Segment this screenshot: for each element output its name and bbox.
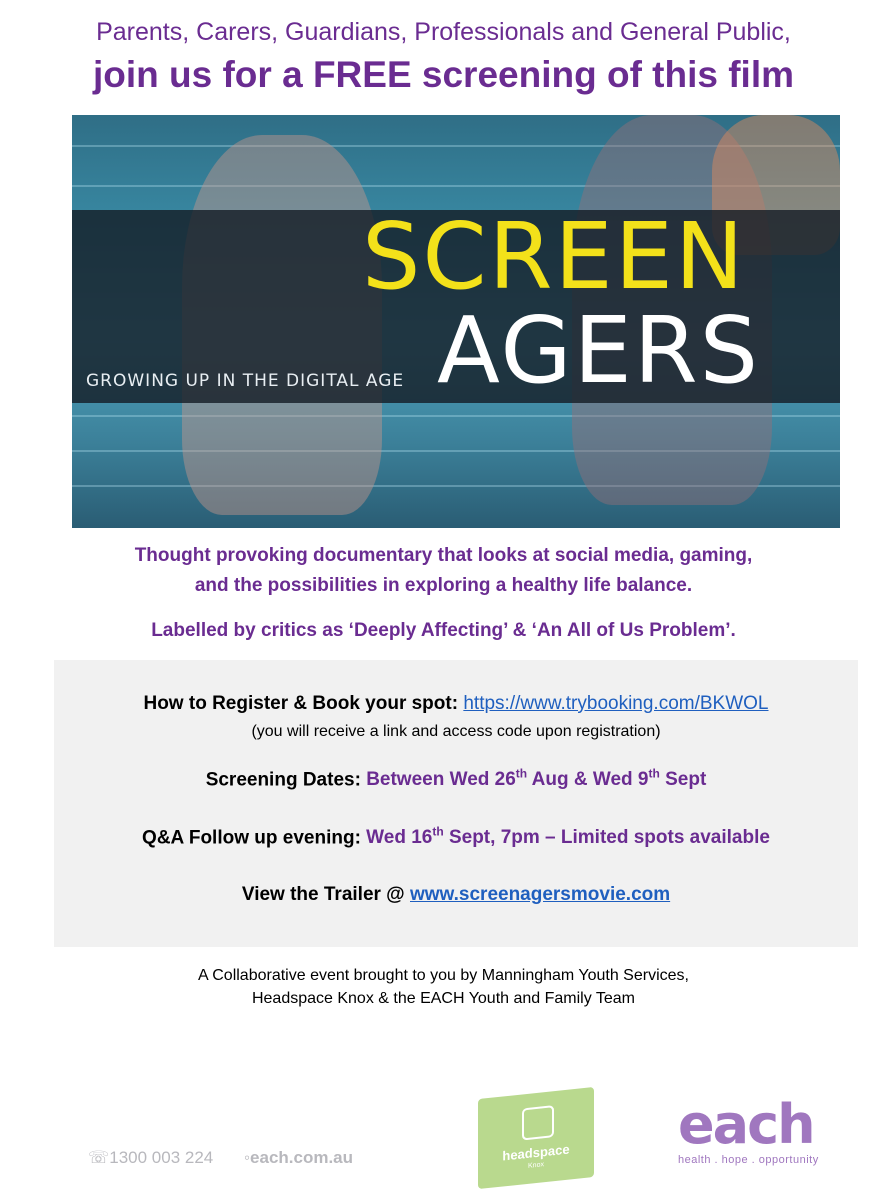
- qa-label: Q&A Follow up evening:: [142, 827, 367, 849]
- each-logo: each: [678, 1093, 814, 1156]
- headspace-icon: [522, 1105, 554, 1140]
- register-separator: :: [451, 693, 464, 714]
- register-note: (you will receive a link and access code upon registration): [251, 723, 661, 740]
- screening-dates-row: [54, 767, 858, 791]
- register-label: How to Register & Book your spot: [143, 693, 452, 714]
- register-link[interactable]: https://www.trybooking.com/BKWOL: [463, 693, 769, 714]
- film-banner-image: [72, 115, 840, 528]
- globe-icon: ◦: [244, 1148, 251, 1167]
- headspace-logo: headspace Knox: [478, 1087, 594, 1189]
- critics-quote: Labelled by critics as ‘Deeply Affecting’ & ‘An All of Us Problem’.: [151, 620, 736, 641]
- screening-dates-label: Screening Dates:: [205, 769, 367, 791]
- header-headline: join us for a FREE screening of this film: [92, 54, 795, 95]
- film-title-screen: SCREEN: [362, 203, 746, 310]
- phone-icon: ☏: [88, 1148, 110, 1167]
- register-row: [54, 693, 858, 715]
- footer-website: ◦each.com.au: [244, 1148, 354, 1167]
- event-info-box: [54, 660, 858, 947]
- qa-row: [54, 825, 858, 849]
- description-line-2: and the possibilities in exploring a healthy life balance.: [194, 575, 693, 596]
- trailer-label: View the Trailer @: [241, 884, 410, 905]
- screening-dates-value: Between Wed 26th Aug & Wed 9th Sept: [366, 767, 707, 791]
- description-line-1: Thought provoking documentary that looks at social media, gaming,: [134, 545, 753, 566]
- header-audience: Parents, Carers, Guardians, Professionals and General Public,: [96, 18, 791, 46]
- film-tagline: GROWING UP IN THE DIGITAL AGE: [86, 371, 405, 391]
- footer-phone: ☏1300 003 224: [88, 1148, 214, 1167]
- film-title-agers: AGERS: [437, 297, 761, 404]
- each-tagline: health . hope . opportunity: [678, 1154, 819, 1166]
- trailer-link[interactable]: www.screenagersmovie.com: [410, 884, 671, 905]
- trailer-row: [54, 884, 858, 906]
- collaboration-line-1: A Collaborative event brought to you by Manningham Youth Services,: [198, 967, 689, 984]
- collaboration-line-2: Headspace Knox & the EACH Youth and Family Team: [251, 990, 636, 1007]
- qa-value: Wed 16th Sept, 7pm – Limited spots available: [366, 825, 770, 849]
